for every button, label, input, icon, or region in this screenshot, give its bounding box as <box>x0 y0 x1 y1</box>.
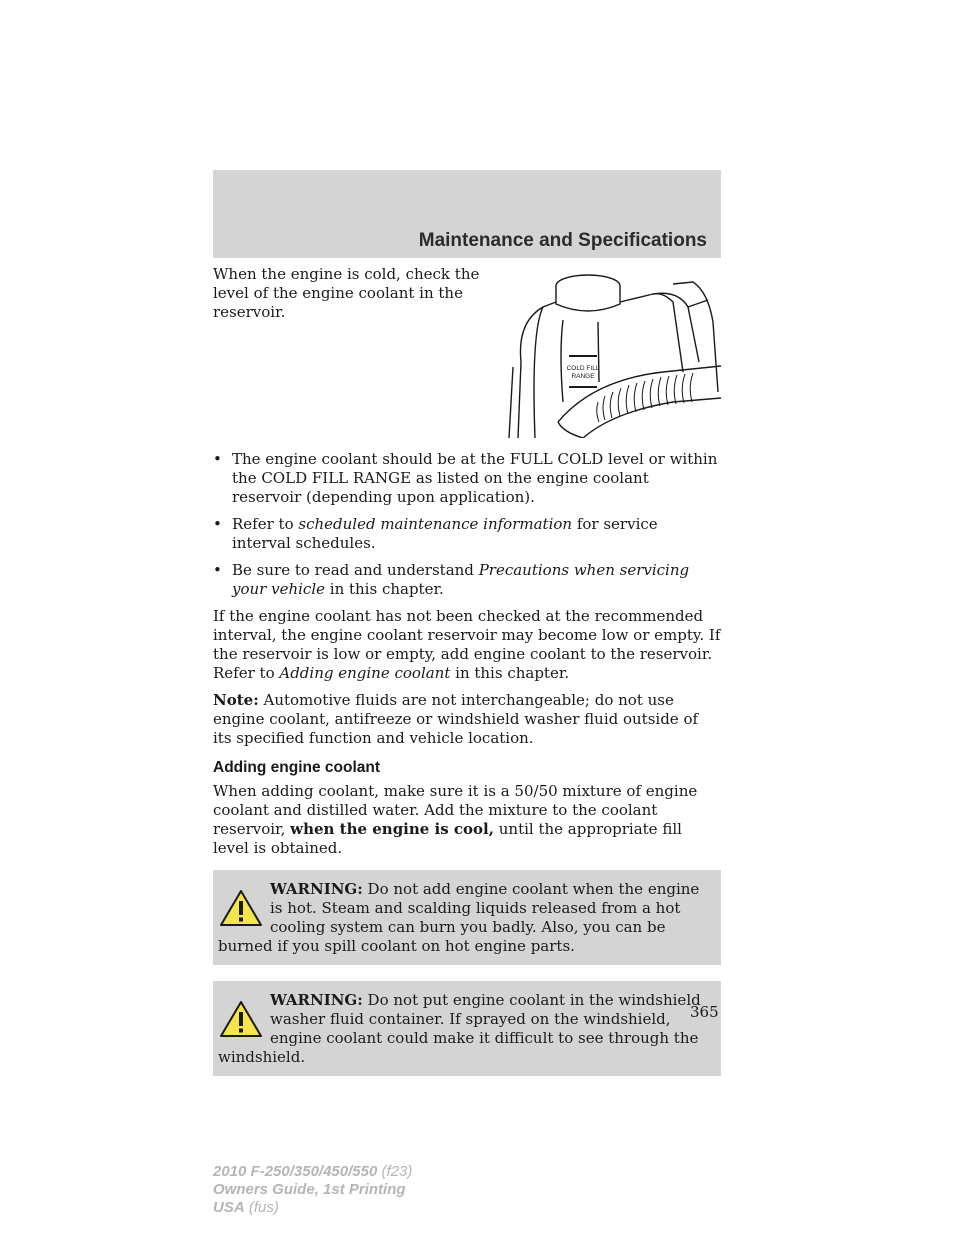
bullet-dot: • <box>213 561 222 579</box>
bullet-item <box>213 450 721 507</box>
bullet-reference: Precautions when servicing your vehicle <box>232 561 690 598</box>
bullet-text: The engine coolant should be at the FULL COLD level or within the COLD FILL RANGE as listed on the engine coolant reservoir (depending upon application). <box>232 450 718 506</box>
warning-label: WARNING: <box>270 991 363 1009</box>
footer-model: 2010 F-250/350/450/550 <box>213 1163 378 1180</box>
intro-paragraph: When the engine is cold, check the level of the engine coolant in the reservoir. <box>213 265 480 321</box>
note-paragraph <box>213 691 721 748</box>
paragraph-text: If the engine coolant has not been checked at the recommended interval, the engine coolant reservoir may become low or empty. If the reservoir is low or empty, add engine coolant to the reservoir. Refer to <box>213 607 721 682</box>
footer <box>213 1163 412 1217</box>
bullet-text: Be sure to read and understand <box>232 561 479 579</box>
footer-market-code: (fus) <box>244 1199 279 1216</box>
paragraph-reference: Adding engine coolant <box>279 664 451 682</box>
page-title: Maintenance and Specifications <box>418 230 707 251</box>
note-label: Note: <box>213 691 259 709</box>
paragraph <box>213 607 721 683</box>
bullet-reference: scheduled maintenance information <box>298 515 573 533</box>
cold-fill-label-line2: RANGE <box>571 373 595 380</box>
footer-code: (f23) <box>377 1163 413 1180</box>
coolant-reservoir-illustration <box>503 262 721 438</box>
footer-edition: Owners Guide, 1st Printing <box>213 1181 406 1198</box>
section-heading: Adding engine coolant <box>213 759 381 776</box>
warning-box <box>213 981 721 1076</box>
bullet-item <box>213 515 721 553</box>
cold-fill-label-line1: COLD FILL <box>566 365 600 372</box>
warning-text: Do not add engine coolant when the engine is hot. Steam and scalding liquids released from a hot cooling system can burn you badly. Also, you can be burned if you spill coolant on hot engine parts. <box>218 880 700 955</box>
note-text: Automotive fluids are not interchangeable; do not use engine coolant, antifreeze or windshield washer fluid outside of its specified function and vehicle location. <box>213 691 699 747</box>
bullet-text: Refer to <box>232 515 299 533</box>
warning-triangle-icon <box>218 888 264 928</box>
warning-label: WARNING: <box>270 880 363 898</box>
warning-text: Do not put engine coolant in the windshield washer fluid container. If sprayed on the windshield, engine coolant could make it difficult to see through the windshield. <box>218 991 701 1066</box>
bullet-item <box>213 561 721 599</box>
warning-box <box>213 870 721 965</box>
bullet-text: for service interval schedules. <box>232 515 658 552</box>
bullet-dot: • <box>213 515 222 533</box>
paragraph-text: in this chapter. <box>450 664 570 682</box>
paragraph-emphasis: when the engine is cool, <box>290 820 494 838</box>
paragraph <box>213 782 721 858</box>
warning-triangle-icon <box>218 999 264 1039</box>
bullet-dot: • <box>213 450 222 468</box>
paragraph-text: When adding coolant, make sure it is a 50/50 mixture of engine coolant and distilled water. Add the mixture to the coolant reservoir, <box>213 782 698 838</box>
header-band <box>213 170 721 258</box>
main-content <box>213 450 721 1092</box>
bullet-text: in this chapter. <box>325 580 444 598</box>
paragraph-text: until the appropriate fill level is obtained. <box>213 820 682 857</box>
footer-market: USA <box>213 1199 245 1216</box>
page-number: 365 <box>690 1003 719 1021</box>
